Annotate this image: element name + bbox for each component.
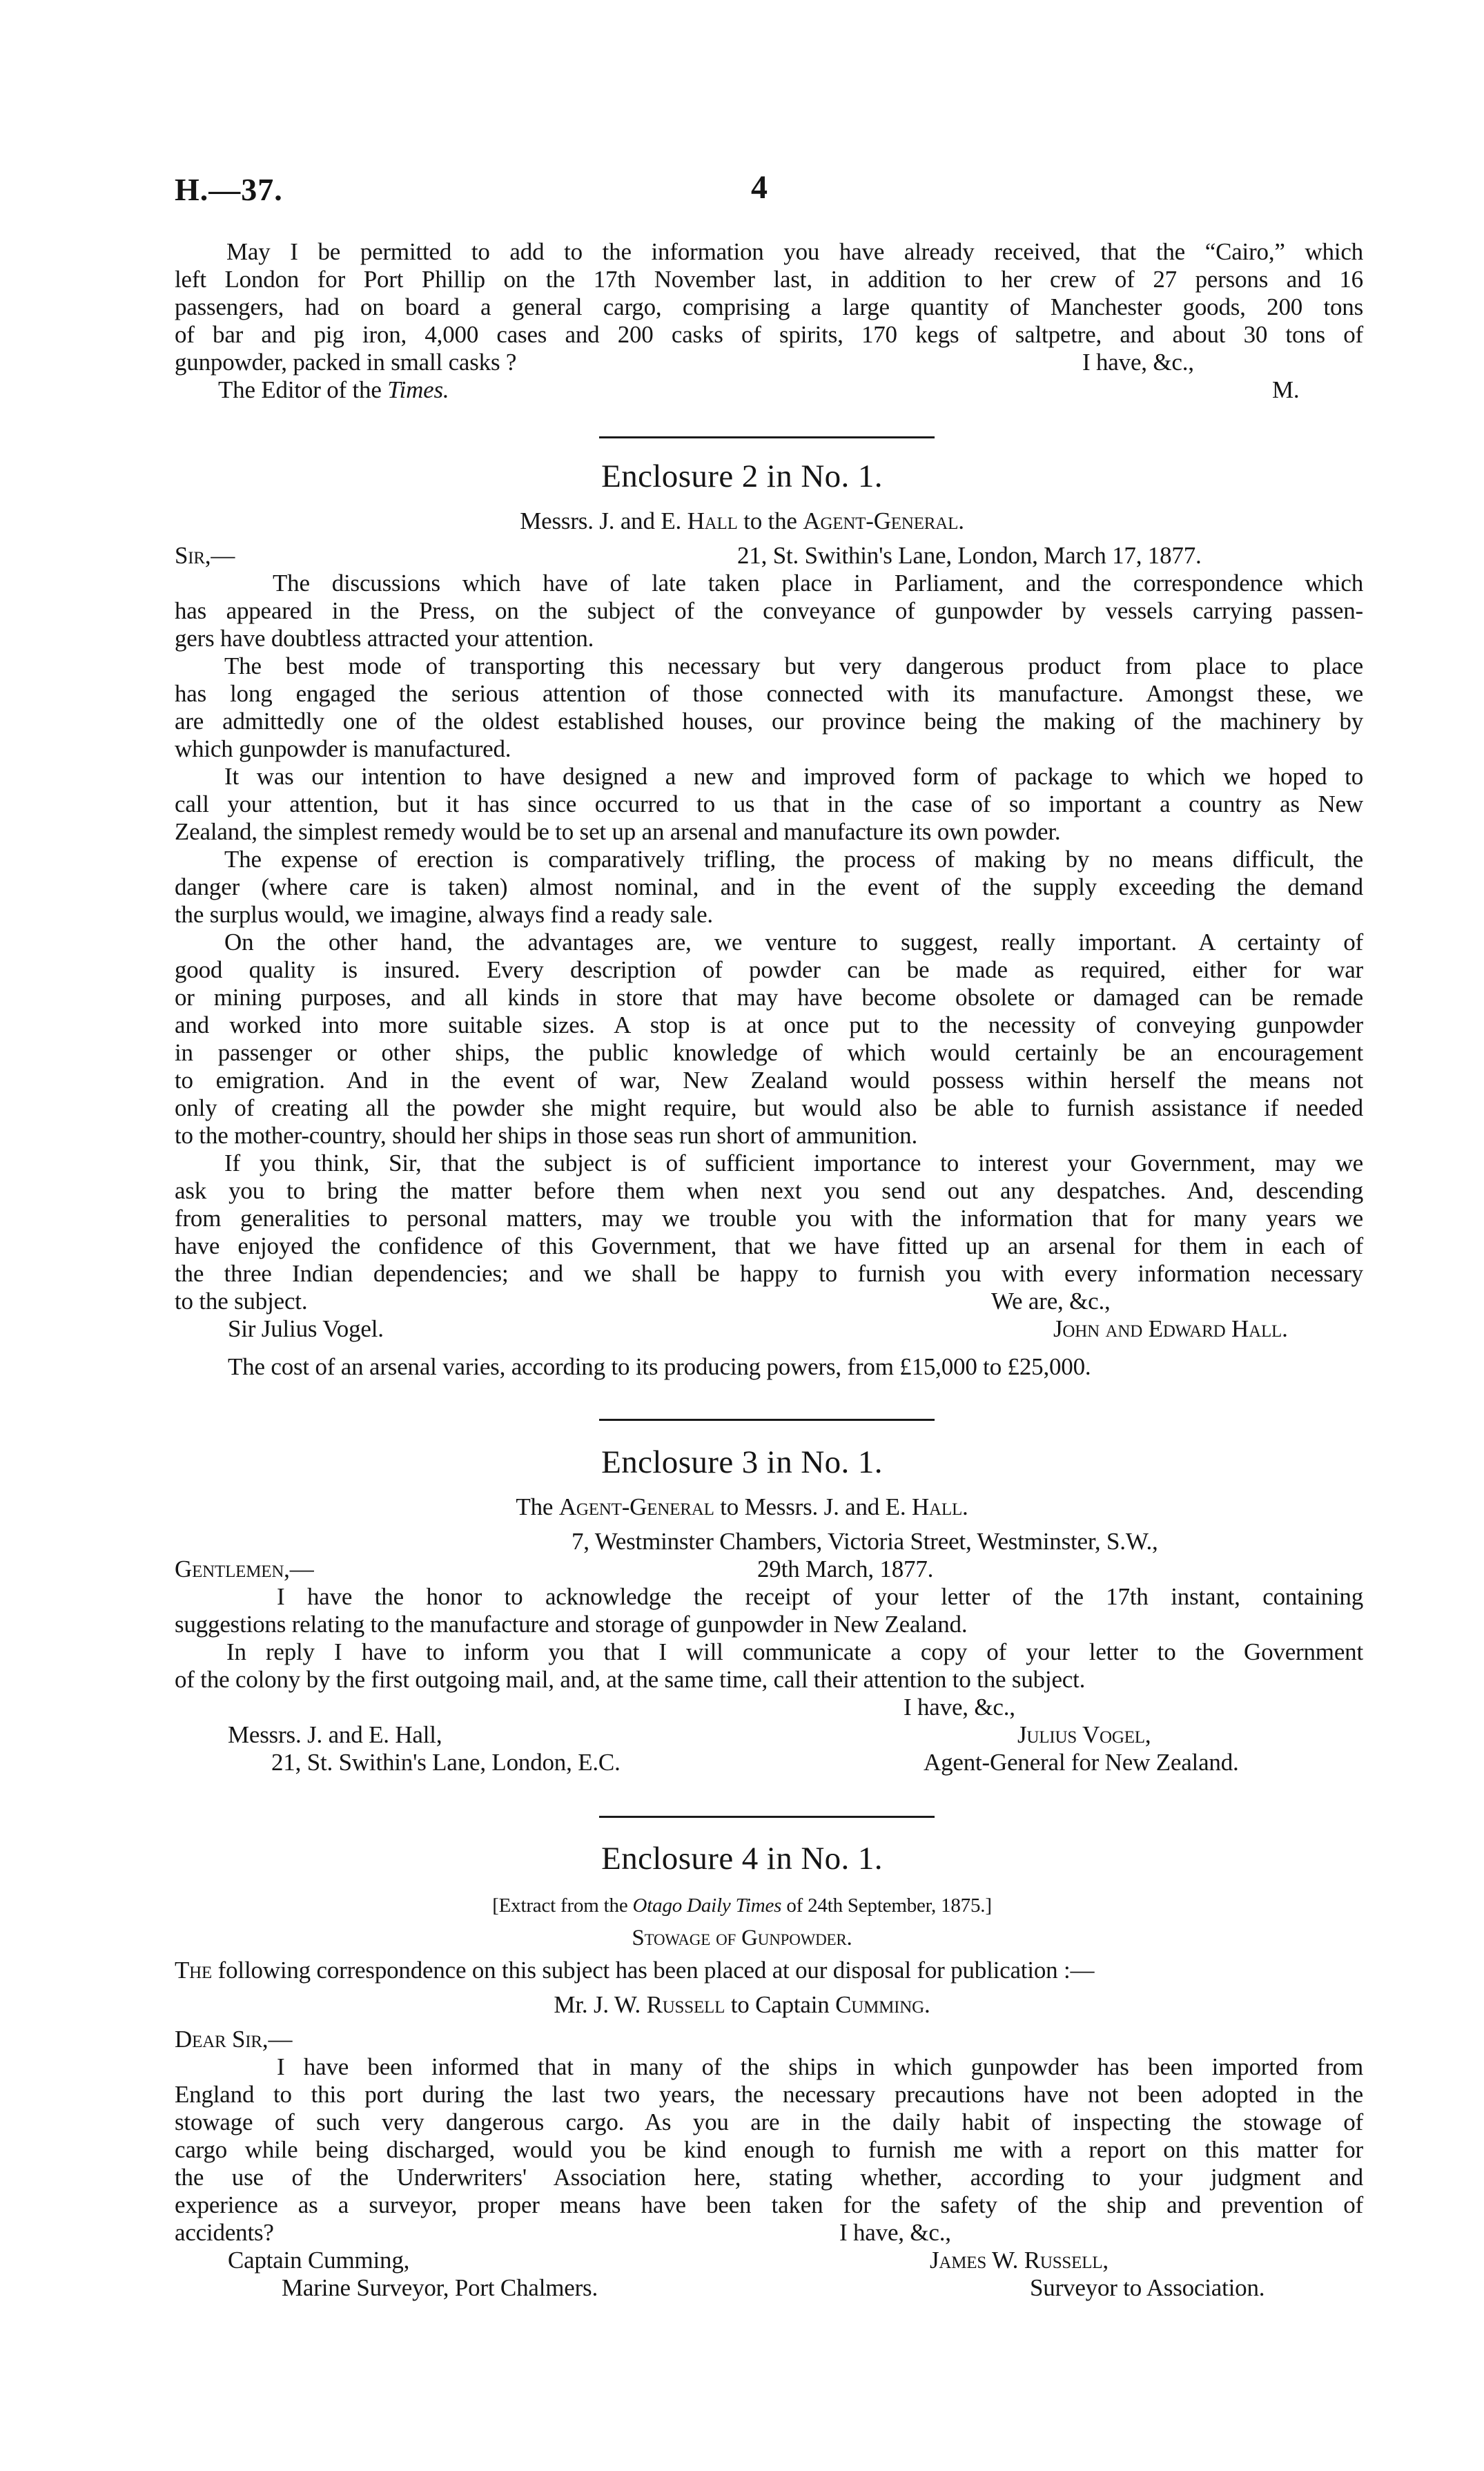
text-line: of bar and pig iron, 4,000 cases and 200 casks of spirits, 170 kegs of saltpetre, and about 30 tons of (175, 321, 1363, 348)
intro-line: The following correspondence on this subject has been placed at our disposal for publication :— (175, 1957, 1095, 1984)
page-number: 4 (751, 169, 768, 206)
text-line: left London for Port Phillip on the 17th November last, in addition to her crew of 27 persons and 16 (175, 266, 1363, 293)
salutation: Gentlemen,— (175, 1556, 314, 1582)
text-line: gunpowder, packed in small casks ? (175, 349, 517, 376)
enclosure-heading: Enclosure 3 in No. 1. (601, 1444, 883, 1480)
text-line: On the other hand, the advantages are, we venture to suggest, really important. A certainty of (224, 929, 1363, 956)
text-line: or mining purposes, and all kinds in store that may have become obsolete or damaged can be remade (175, 984, 1363, 1011)
text-line: The expense of erection is comparatively trifling, the process of making by no means difficult, the (224, 846, 1363, 873)
text-line: I have the honor to acknowledge the receipt of your letter of the 17th instant, containing (277, 1583, 1363, 1610)
text-line: May I be permitted to add to the information you have already received, that the “Cairo,” which (226, 238, 1363, 265)
addressee: Sir Julius Vogel. (228, 1315, 384, 1342)
text-line: It was our intention to have designed a new and improved form of package to which we hoped to (224, 763, 1363, 790)
enclosure-subheading: Messrs. J. and E. Hall to the Agent-General. (520, 507, 964, 534)
text-line: only of creating all the powder she might require, but would also be able to furnish assistance if needed (175, 1094, 1363, 1121)
text-line: the use of the Underwriters' Association here, stating whether, according to your judgment and (175, 2164, 1363, 2191)
text-line: are admittedly one of the oldest established houses, our province being the making of the machinery by (175, 708, 1363, 735)
text-line: suggestions relating to the manufacture and storage of gunpowder in New Zealand. (175, 1611, 968, 1638)
text-line: of the colony by the first outgoing mail, and, at the same time, call their attention to the subject. (175, 1666, 1086, 1693)
text-line: good quality is insured. Every description of powder can be made as required, either for war (175, 956, 1363, 983)
address: 7, Westminster Chambers, Victoria Street, Westminster, S.W., (572, 1528, 1158, 1555)
text-line: stowage of such very dangerous cargo. As you are in the daily habit of inspecting the stowage of (175, 2109, 1363, 2135)
extract-note: [Extract from the Otago Daily Times of 24th September, 1875.] (492, 1895, 992, 1917)
postscript: The cost of an arsenal varies, according to its producing powers, from £15,000 to £25,000. (228, 1353, 1091, 1380)
closing: I have, &c., (1082, 349, 1194, 376)
closing: I have, &c., (904, 1694, 1015, 1721)
enclosure-heading: Enclosure 4 in No. 1. (601, 1841, 883, 1877)
section-divider (599, 436, 935, 438)
text-line: and worked into more suitable sizes. A stop is at once put to the necessity of conveying gunpowder (175, 1011, 1363, 1038)
salutation: Sir,— (175, 542, 235, 569)
closing: We are, &c., (991, 1288, 1111, 1315)
text-line: If you think, Sir, that the subject is of sufficient importance to interest your Government, may we (224, 1150, 1363, 1176)
section-divider (599, 1816, 935, 1818)
text-line: I have been informed that in many of the ships in which gunpowder has been imported from (277, 2053, 1363, 2080)
text-line: cargo while being discharged, would you be kind enough to furnish me with a report on this matter for (175, 2136, 1363, 2163)
correspondence-subheading: Mr. J. W. Russell to Captain Cumming. (554, 1991, 930, 2018)
addressee-name: Messrs. J. and E. Hall, (228, 1721, 442, 1748)
enclosure-subheading: The Agent-General to Messrs. J. and E. Hall. (516, 1493, 968, 1520)
addressee: The Editor of the Times. (218, 376, 449, 403)
text-line: Zealand, the simplest remedy would be to set up an arsenal and manufacture its own powder. (175, 818, 1061, 845)
text-line: the three Indian dependencies; and we shall be happy to furnish you with every information necessary (175, 1260, 1363, 1287)
text-line: call your attention, but it has since occurred to us that in the case of so important a country as New (175, 791, 1363, 817)
text-line: from generalities to personal matters, may we trouble you with the information that for many years we (175, 1205, 1363, 1232)
address-date: 21, St. Swithin's Lane, London, March 17, 1877. (737, 542, 1202, 569)
text-line: have enjoyed the confidence of this Government, that we have fitted up an arsenal for them in each of (175, 1232, 1363, 1259)
signature: John and Edward Hall. (1053, 1315, 1288, 1342)
addressee-name: Captain Cumming, (228, 2247, 410, 2274)
date: 29th March, 1877. (757, 1556, 934, 1582)
signature: James W. Russell, (930, 2247, 1109, 2274)
salutation: Dear Sir,— (175, 2026, 293, 2053)
signature: M. (1272, 376, 1300, 403)
addressee-address: 21, St. Swithin's Lane, London, E.C. (271, 1749, 621, 1776)
page-reference: H.—37. (175, 172, 283, 207)
signature: Julius Vogel, (1017, 1721, 1151, 1748)
enclosure-heading: Enclosure 2 in No. 1. (601, 458, 883, 494)
stowage-title: Stowage of Gunpowder. (632, 1926, 852, 1950)
text-line: has appeared in the Press, on the subject of the conveyance of gunpowder by vessels carrying passen- (175, 597, 1363, 624)
text-line: to the subject. (175, 1288, 308, 1315)
text-line: The best mode of transporting this necessary but very dangerous product from place to place (224, 652, 1363, 679)
section-divider (599, 1419, 935, 1421)
text-line: has long engaged the serious attention of those connected with its manufacture. Amongst these, we (175, 680, 1363, 707)
signature-title: Surveyor to Association. (1030, 2274, 1265, 2301)
addressee-title: Marine Surveyor, Port Chalmers. (282, 2274, 598, 2301)
text-line: passengers, had on board a general cargo, comprising a large quantity of Manchester goods, 200 tons (175, 293, 1363, 320)
text-line: The discussions which have of late taken place in Parliament, and the correspondence which (273, 570, 1363, 597)
text-line: to emigration. And in the event of war, New Zealand would possess within herself the means not (175, 1067, 1363, 1094)
text-line: which gunpowder is manufactured. (175, 735, 511, 762)
text-line: ask you to bring the matter before them when next you send out any despatches. And, descending (175, 1177, 1363, 1204)
text-line: accidents? (175, 2219, 274, 2246)
text-line: gers have doubtless attracted your attention. (175, 625, 594, 652)
text-line: in passenger or other ships, the public knowledge of which would certainly be an encouragement (175, 1039, 1363, 1066)
text-line: to the mother-country, should her ships in those seas run short of ammunition. (175, 1122, 917, 1149)
closing: I have, &c., (839, 2219, 951, 2246)
text-line: England to this port during the last two years, the necessary precautions have not been adopted in the (175, 2081, 1363, 2108)
text-line: danger (where care is taken) almost nominal, and in the event of the supply exceeding the demand (175, 873, 1363, 900)
signature-title: Agent-General for New Zealand. (924, 1749, 1239, 1776)
text-line: the surplus would, we imagine, always find a ready sale. (175, 901, 713, 928)
text-line: In reply I have to inform you that I will communicate a copy of your letter to the Government (226, 1638, 1363, 1665)
text-line: experience as a surveyor, proper means have been taken for the safety of the ship and prevention of (175, 2191, 1363, 2218)
